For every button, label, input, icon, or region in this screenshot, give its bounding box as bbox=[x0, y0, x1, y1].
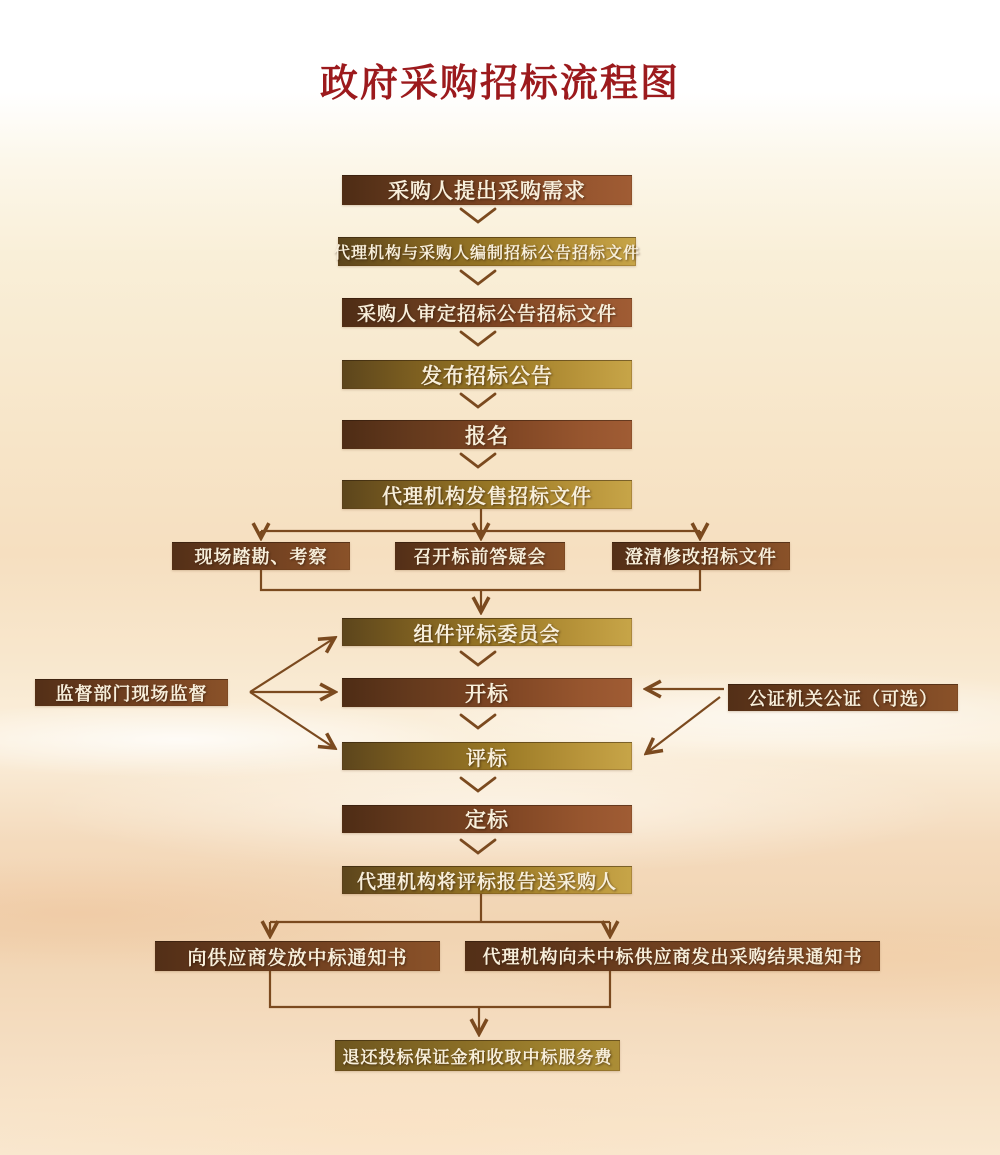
node-draft-documents: 代理机构与采购人编制招标公告招标文件 bbox=[338, 237, 636, 266]
node-refund-deposit: 退还投标保证金和收取中标服务费 bbox=[335, 1040, 620, 1071]
node-notify-losers: 代理机构向未中标供应商发出采购结果通知书 bbox=[465, 941, 880, 971]
node-send-report: 代理机构将评标报告送采购人 bbox=[342, 866, 632, 894]
node-clarify-documents: 澄清修改招标文件 bbox=[612, 542, 790, 570]
node-review-documents: 采购人审定招标公告招标文件 bbox=[342, 298, 632, 327]
node-sell-documents: 代理机构发售招标文件 bbox=[342, 480, 632, 509]
node-qa-meeting: 召开标前答疑会 bbox=[395, 542, 565, 570]
node-notarization: 公证机关公证（可选） bbox=[728, 684, 958, 711]
node-signup: 报名 bbox=[342, 420, 632, 449]
node-purchase-need: 采购人提出采购需求 bbox=[342, 175, 632, 205]
node-site-survey: 现场踏勘、考察 bbox=[172, 542, 350, 570]
page-title: 政府采购招标流程图 bbox=[319, 63, 680, 105]
node-supervision: 监督部门现场监督 bbox=[35, 679, 228, 706]
node-bid-evaluation: 评标 bbox=[342, 742, 632, 770]
node-bid-award: 定标 bbox=[342, 805, 632, 833]
node-publish-announcement: 发布招标公告 bbox=[342, 360, 632, 389]
node-evaluation-committee: 组件评标委员会 bbox=[342, 618, 632, 646]
node-notify-winner: 向供应商发放中标通知书 bbox=[155, 941, 440, 971]
node-bid-opening: 开标 bbox=[342, 678, 632, 707]
